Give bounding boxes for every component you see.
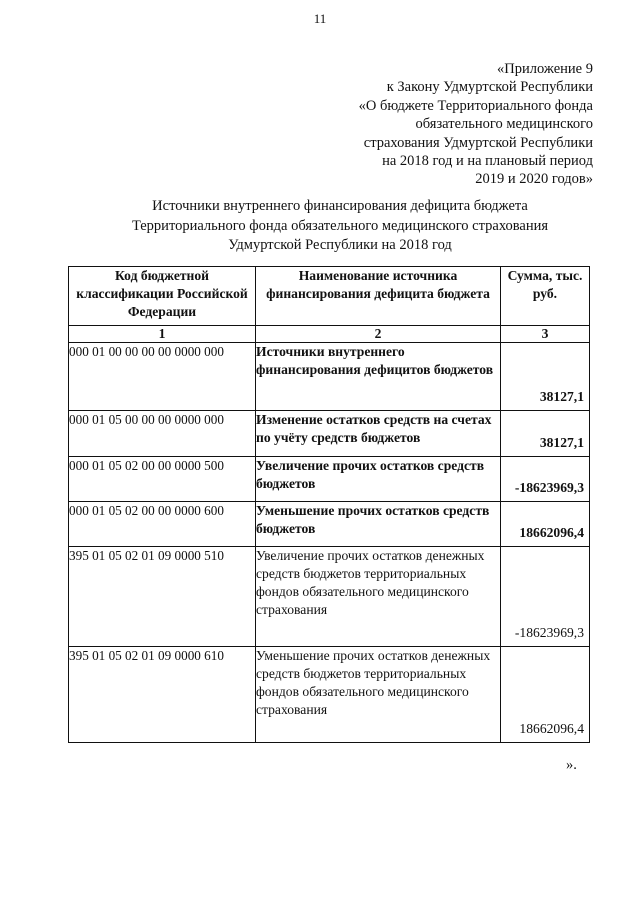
appendix-line: обязательного медицинского: [415, 116, 593, 133]
row-code: 395 01 05 02 01 09 0000 610: [69, 647, 256, 743]
column-number: 2: [256, 326, 501, 343]
table-header-row: [69, 267, 590, 326]
table-row: [69, 343, 590, 411]
title-line: Источники внутреннего финансирования дефицита бюджета: [152, 198, 528, 214]
closing-quote-mark: ».: [566, 757, 577, 773]
row-name: Уменьшение прочих остатков средств бюджетов: [256, 502, 501, 547]
row-name: Уменьшение прочих остатков денежных средств бюджетов территориальных фондов обязательного медицинского страхования: [256, 647, 501, 743]
appendix-line: страхования Удмуртской Республики: [363, 134, 593, 151]
row-code: 000 01 05 02 00 00 0000 500: [69, 457, 256, 502]
row-sum: 38127,1: [501, 411, 590, 457]
row-sum: 18662096,4: [501, 647, 590, 743]
header-name: Наименование источника финансирования дефицита бюджета: [256, 267, 501, 326]
row-name: Увеличение прочих остатков денежных средств бюджетов территориальных фондов обязательного медицинского страхования: [256, 547, 501, 647]
appendix-header: [293, 60, 593, 189]
column-number: 3: [501, 326, 590, 343]
row-name: Источники внутреннего финансирования дефицитов бюджетов: [256, 343, 501, 411]
financing-sources-table: [68, 266, 590, 743]
row-sum: -18623969,3: [501, 457, 590, 502]
header-code: Код бюджетной классификации Российской Федерации: [69, 267, 256, 326]
row-code: 000 01 05 00 00 00 0000 000: [69, 411, 256, 457]
appendix-line: «О бюджете Территориального фонда: [358, 97, 593, 114]
row-sum: 18662096,4: [501, 502, 590, 547]
appendix-line: к Закону Удмуртской Республики: [386, 79, 593, 96]
row-code: 395 01 05 02 01 09 0000 510: [69, 547, 256, 647]
appendix-line: на 2018 год и на плановый период: [382, 153, 593, 170]
row-sum: 38127,1: [501, 343, 590, 411]
row-code: 000 01 05 02 00 00 0000 600: [69, 502, 256, 547]
row-name: Увеличение прочих остатков средств бюджетов: [256, 457, 501, 502]
table-row: [69, 457, 590, 502]
row-code: 000 01 00 00 00 00 0000 000: [69, 343, 256, 411]
title-line: Территориального фонда обязательного медицинского страхования: [131, 217, 549, 234]
column-number-row: [69, 326, 590, 343]
page-number: 11: [313, 11, 327, 26]
column-number: 1: [69, 326, 256, 343]
appendix-line: «Приложение 9: [497, 61, 593, 77]
table-row: [69, 502, 590, 547]
header-sum: Сумма, тыс. руб.: [501, 267, 590, 326]
table-row: [69, 647, 590, 743]
table-row: [69, 547, 590, 647]
title-line: Удмуртской Республики на 2018 год: [228, 237, 452, 253]
table-row: [69, 411, 590, 457]
document-title: [60, 197, 620, 256]
row-sum: -18623969,3: [501, 547, 590, 647]
row-name: Изменение остатков средств на счетах по учёту средств бюджетов: [256, 411, 501, 457]
appendix-line: 2019 и 2020 годов»: [475, 171, 593, 188]
